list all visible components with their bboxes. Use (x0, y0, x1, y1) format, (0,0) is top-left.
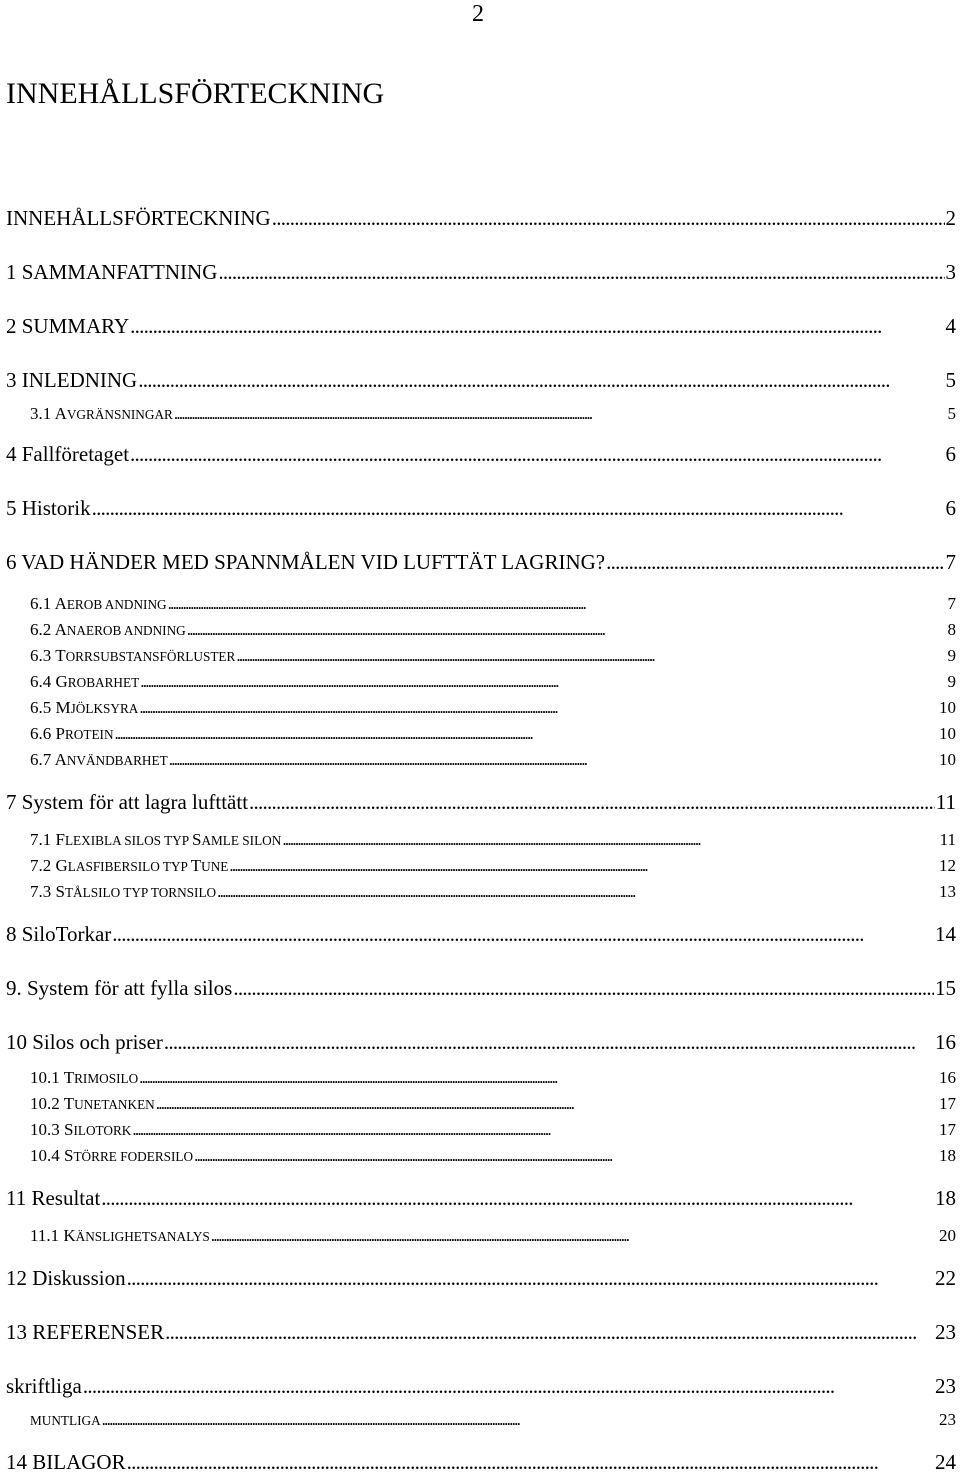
dot-leader (138, 368, 944, 392)
toc-entry-label-part: TÖRRE FODERSILO (73, 1149, 194, 1164)
toc-entry-label (30, 1410, 101, 1431)
toc-entry[interactable] (30, 1094, 956, 1115)
toc-entry[interactable] (6, 976, 956, 1000)
toc-entry-label (30, 672, 139, 693)
toc-entry-label: 7 System för att lagra lufttätt (6, 790, 249, 814)
toc-entry-page: 5 (945, 368, 956, 392)
toc-entry-label-part: NVÄNDBARHET (66, 753, 168, 768)
toc-entry[interactable] (6, 1374, 956, 1398)
dot-leader (211, 1226, 938, 1246)
toc-entry-label-part: A (54, 594, 67, 613)
toc-entry-label-part: MUNTLIGA (30, 1413, 101, 1428)
toc-entry[interactable] (30, 594, 956, 615)
toc-entry-label-part: JÖLKSYRA (70, 701, 139, 716)
toc-entry-page: 11 (935, 790, 956, 814)
toc-entry-label-part: 6.7 (30, 750, 55, 769)
dot-leader (102, 1410, 938, 1430)
toc-entry-label (30, 646, 235, 667)
dot-leader (139, 1068, 938, 1088)
toc-entry-label-part: S (191, 830, 202, 849)
toc-entry[interactable] (6, 1030, 956, 1054)
toc-entry-label-part: TÅLSILO TYP TORNSILO (64, 885, 217, 900)
toc-entry-page: 11 (939, 830, 956, 849)
dot-leader (236, 646, 946, 666)
toc-entry-page: 22 (935, 1266, 956, 1290)
toc-entry[interactable] (6, 790, 956, 814)
toc-entry-label-part: LEXIBLA SILOS TYP (64, 833, 192, 848)
toc-entry-label-part: G (55, 856, 68, 875)
toc-entry-label-part: T (63, 1094, 75, 1113)
toc-entry-label-part: ROTEIN (64, 727, 114, 742)
toc-entry-label-part: T (63, 1068, 75, 1087)
toc-entry[interactable] (6, 260, 956, 284)
toc-entry-label-part: 6.3 (30, 646, 56, 665)
toc-entry[interactable] (6, 1320, 956, 1344)
toc-entry-label: 1 SAMMANFATTNING (6, 260, 218, 284)
toc-entry-label: 9. System för att fylla silos (6, 976, 233, 1000)
toc-entry-label-part: G (55, 672, 68, 691)
toc-entry-label-part: S (55, 882, 65, 901)
toc-entry-page: 7 (947, 594, 956, 613)
toc-entry-label: 3 INLEDNING (6, 368, 138, 392)
toc-entry-page: 16 (935, 1030, 956, 1054)
toc-entry-page: 7 (945, 550, 956, 574)
toc-entry-page: 17 (939, 1094, 956, 1113)
dot-leader (217, 882, 938, 902)
toc-entry-page: 9 (947, 672, 956, 691)
page-number: 2 (472, 1, 484, 27)
toc-entry-label-part: ÄNSLIGHETSANALYS (75, 1229, 210, 1244)
toc-entry-label: 11 Resultat (6, 1186, 101, 1210)
toc-entry[interactable] (6, 496, 956, 520)
toc-entry-label: 14 BILAGOR (6, 1450, 126, 1474)
toc-entry-label-part: M (55, 698, 71, 717)
dot-leader (140, 672, 946, 692)
toc-entry-label-part: UNE (201, 859, 229, 874)
toc-entry[interactable] (6, 550, 956, 574)
toc-entry-label-part: ORRSUBSTANSFÖRLUSTER (65, 649, 236, 664)
toc-entry[interactable] (6, 1186, 956, 1210)
toc-entry-page: 14 (935, 922, 956, 946)
toc-entry[interactable] (30, 404, 956, 425)
toc-entry[interactable] (30, 856, 956, 877)
toc-entry-label (30, 882, 216, 903)
toc-entry-label-part: UNETANKEN (74, 1097, 155, 1112)
toc-entry[interactable] (30, 1146, 956, 1167)
dot-leader (83, 1374, 934, 1398)
toc-entry-page: 8 (947, 620, 956, 639)
toc-entry-label (30, 1068, 138, 1089)
dot-leader (130, 314, 944, 338)
toc-entry-page: 13 (939, 882, 956, 901)
toc-entry-label-part: EROB ANDNING (66, 597, 167, 612)
toc-entry-page: 18 (939, 1146, 956, 1165)
toc-entry[interactable] (30, 750, 956, 771)
toc-entry-page: 4 (945, 314, 956, 338)
toc-entry-page: 2 (945, 206, 956, 230)
toc-entry[interactable] (6, 314, 956, 338)
toc-entry-page: 9 (947, 646, 956, 665)
dot-leader (606, 550, 944, 574)
toc-entry-label-part: ROBARHET (67, 675, 140, 690)
toc-entry-page: 20 (939, 1226, 956, 1245)
toc-entry-label-part: 6.5 (30, 698, 56, 717)
toc-entry-page: 10 (939, 698, 956, 717)
toc-entry-label-part: A (54, 404, 67, 423)
toc-entry-label-part: NAEROB ANDNING (66, 623, 186, 638)
toc-entry-page: 23 (935, 1374, 956, 1398)
dot-leader (233, 976, 934, 1000)
dot-leader (169, 750, 938, 770)
dot-leader (139, 698, 938, 718)
dot-leader (282, 830, 938, 850)
toc-entry-label (30, 1120, 131, 1141)
toc-entry-page: 5 (947, 404, 956, 423)
toc-entry[interactable] (6, 1450, 956, 1474)
toc-entry-label-part: 7.3 (30, 882, 56, 901)
dot-leader (249, 790, 935, 814)
toc-entry-label (30, 698, 138, 719)
toc-entry-page: 16 (939, 1068, 956, 1087)
toc-entry-label-part: A (54, 750, 67, 769)
toc-entry-label (30, 1146, 193, 1167)
toc-entry-label: 12 Diskussion (6, 1266, 126, 1290)
toc-entry-label (30, 856, 228, 877)
toc-entry-label-part: 6.6 (30, 724, 56, 743)
dot-leader (130, 442, 944, 466)
toc-entry-label-part: 11.1 (30, 1226, 64, 1245)
dot-leader (127, 1266, 934, 1290)
toc-entry-label: skriftliga (6, 1374, 82, 1398)
toc-entry-label: 6 VAD HÄNDER MED SPANNMÅLEN VID LUFTTÄT LAGRING? (6, 550, 606, 574)
dot-leader (92, 496, 945, 520)
toc-entry-label-part: ILOTORK (73, 1123, 132, 1138)
dot-leader (272, 206, 945, 230)
toc-entry-label (30, 830, 281, 851)
toc-entry[interactable] (6, 368, 956, 392)
toc-entry-label-part: S (64, 1146, 74, 1165)
toc-entry-label-part: RIMOSILO (74, 1071, 139, 1086)
toc-entry-label-part: AMLE SILON (201, 833, 282, 848)
dot-leader (132, 1120, 938, 1140)
toc-entry[interactable] (30, 1226, 956, 1247)
toc-entry-label-part: 6.2 (30, 620, 55, 639)
toc-entry-page: 15 (935, 976, 956, 1000)
dot-leader (194, 1146, 938, 1166)
toc-entry-page: 23 (939, 1410, 956, 1429)
toc-entry-label-part: 10.2 (30, 1094, 64, 1113)
toc-entry-label-part: 7.2 (30, 856, 56, 875)
toc-entry[interactable] (30, 1120, 956, 1141)
toc-entry-page: 23 (935, 1320, 956, 1344)
dot-leader (112, 922, 934, 946)
toc-entry-page: 6 (945, 496, 956, 520)
dot-leader (174, 404, 947, 424)
toc-entry[interactable] (30, 698, 956, 719)
toc-entry-label-part: 10.3 (30, 1120, 64, 1139)
toc-entry-label: 8 SiloTorkar (6, 922, 112, 946)
dot-leader (156, 1094, 938, 1114)
toc-entry-label-part: P (55, 724, 65, 743)
toc-entry-label-part: LASFIBERSILO TYP (67, 859, 191, 874)
toc-entry-label-part: S (64, 1120, 74, 1139)
dot-leader (101, 1186, 934, 1210)
toc-entry[interactable] (6, 922, 956, 946)
toc-entry-label-part: F (55, 830, 65, 849)
toc-entry-label (30, 724, 114, 745)
dot-leader (229, 856, 938, 876)
dot-leader (187, 620, 947, 640)
toc-entry-page: 24 (935, 1450, 956, 1474)
toc-entry-label-part: T (190, 856, 202, 875)
toc-entry-label-part: 6.4 (30, 672, 56, 691)
toc-entry-label-part: 10.4 (30, 1146, 64, 1165)
toc-entry-label (30, 594, 167, 615)
toc-entry-label-part: VGRÄNSNINGAR (66, 407, 173, 422)
dot-leader (115, 724, 938, 744)
toc-entry[interactable] (30, 1410, 956, 1431)
toc-entry-label (30, 1226, 210, 1247)
toc-entry-page: 6 (945, 442, 956, 466)
dot-leader (168, 594, 947, 614)
toc-entry-label: 4 Fallföretaget (6, 442, 130, 466)
toc-entry-label (30, 620, 186, 641)
toc-entry-page: 10 (939, 750, 956, 769)
toc-entry[interactable] (6, 1266, 956, 1290)
toc-entry[interactable] (30, 620, 956, 641)
toc-entry[interactable] (6, 442, 956, 466)
toc-entry-label (30, 404, 173, 425)
toc-entry-page: 10 (939, 724, 956, 743)
toc-entry[interactable] (6, 206, 956, 230)
toc-entry-label-part: 7.1 (30, 830, 56, 849)
toc-entry-label-part: 6.1 (30, 594, 55, 613)
page-title: INNEHÅLLSFÖRTECKNING (6, 77, 385, 110)
toc-entry-label: 2 SUMMARY (6, 314, 130, 338)
toc-entry-label-part: 3.1 (30, 404, 55, 423)
toc-entry-label-part: T (55, 646, 66, 665)
toc-entry-label-part: K (63, 1226, 76, 1245)
dot-leader (127, 1450, 934, 1474)
dot-leader (218, 260, 944, 284)
toc-entry-label: INNEHÅLLSFÖRTECKNING (6, 206, 271, 230)
toc-entry[interactable] (30, 724, 956, 745)
toc-entry-label (30, 750, 168, 771)
toc-entry-label (30, 1094, 155, 1115)
toc-entry-page: 18 (935, 1186, 956, 1210)
toc-entry-label-part: 10.1 (30, 1068, 64, 1087)
toc-entry-label: 13 REFERENSER (6, 1320, 165, 1344)
toc-entry-page: 12 (939, 856, 956, 875)
dot-leader (165, 1320, 934, 1344)
toc-entry[interactable] (30, 830, 956, 851)
toc-entry[interactable] (30, 1068, 956, 1089)
toc-entry-label: 10 Silos och priser (6, 1030, 163, 1054)
toc-entry[interactable] (30, 646, 956, 667)
toc-entry[interactable] (30, 672, 956, 693)
toc-entry-label: 5 Historik (6, 496, 91, 520)
toc-entry[interactable] (30, 882, 956, 903)
dot-leader (164, 1030, 934, 1054)
toc-entry-label-part: A (54, 620, 67, 639)
toc-entry-page: 3 (945, 260, 956, 284)
toc-entry-page: 17 (939, 1120, 956, 1139)
